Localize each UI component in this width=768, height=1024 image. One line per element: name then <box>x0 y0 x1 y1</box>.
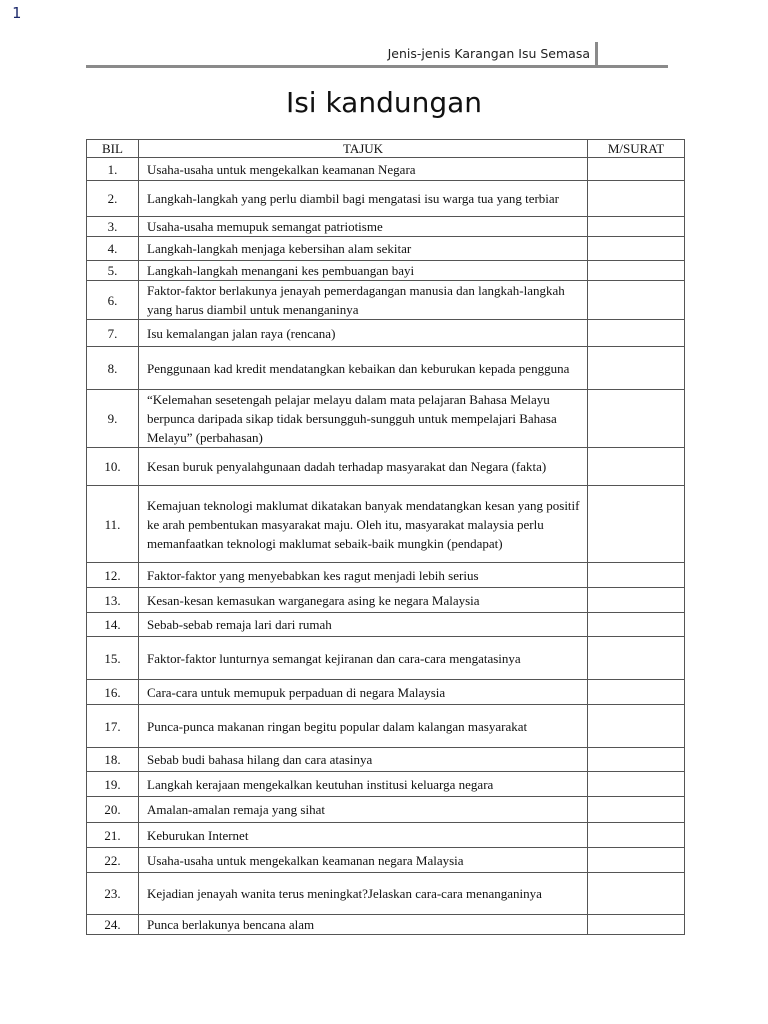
row-title: Punca berlakunya bencana alam <box>139 915 588 935</box>
row-title: Langkah-langkah menjaga kebersihan alam sekitar <box>139 237 588 261</box>
table-row <box>87 848 685 873</box>
row-number: 13. <box>87 588 139 613</box>
table-row <box>87 237 685 261</box>
row-number: 12. <box>87 563 139 588</box>
row-title: Amalan-amalan remaja yang sihat <box>139 797 588 823</box>
header-vertical-rule <box>595 42 598 66</box>
column-header-tajuk: TAJUK <box>139 140 588 158</box>
row-page-number <box>588 158 685 181</box>
column-header-bil: BIL <box>87 140 139 158</box>
row-number: 20. <box>87 797 139 823</box>
table-row <box>87 613 685 637</box>
row-number: 23. <box>87 873 139 915</box>
table-row <box>87 347 685 390</box>
table-header-row <box>87 140 685 158</box>
row-page-number <box>588 320 685 347</box>
row-title: Cara-cara untuk memupuk perpaduan di negara Malaysia <box>139 680 588 705</box>
row-number: 19. <box>87 772 139 797</box>
running-header-title: Jenis-jenis Karangan Isu Semasa <box>387 46 590 61</box>
row-page-number <box>588 680 685 705</box>
table-body <box>87 158 685 935</box>
row-page-number <box>588 281 685 320</box>
table-row <box>87 680 685 705</box>
row-number: 14. <box>87 613 139 637</box>
row-page-number <box>588 563 685 588</box>
row-page-number <box>588 772 685 797</box>
row-number: 21. <box>87 823 139 848</box>
row-page-number <box>588 748 685 772</box>
row-page-number <box>588 261 685 281</box>
row-title: Faktor-faktor berlakunya jenayah pemerdagangan manusia dan langkah-langkah yang harus diambil untuk menanganinya <box>139 281 588 320</box>
row-number: 18. <box>87 748 139 772</box>
row-page-number <box>588 181 685 217</box>
row-number: 5. <box>87 261 139 281</box>
row-number: 1. <box>87 158 139 181</box>
row-title: Kesan buruk penyalahgunaan dadah terhadap masyarakat dan Negara (fakta) <box>139 448 588 486</box>
row-number: 15. <box>87 637 139 680</box>
document-title: Isi kandungan <box>285 86 483 119</box>
row-number: 16. <box>87 680 139 705</box>
table-row <box>87 563 685 588</box>
row-page-number <box>588 705 685 748</box>
table-row <box>87 797 685 823</box>
row-title: Sebab budi bahasa hilang dan cara atasinya <box>139 748 588 772</box>
row-page-number <box>588 637 685 680</box>
row-number: 9. <box>87 390 139 448</box>
row-title: Penggunaan kad kredit mendatangkan kebaikan dan keburukan kepada pengguna <box>139 347 588 390</box>
table-row <box>87 217 685 237</box>
table-row <box>87 158 685 181</box>
row-title: Isu kemalangan jalan raya (rencana) <box>139 320 588 347</box>
table-row <box>87 320 685 347</box>
row-number: 4. <box>87 237 139 261</box>
row-page-number <box>588 390 685 448</box>
row-title: Langkah-langkah menangani kes pembuangan bayi <box>139 261 588 281</box>
table-row <box>87 261 685 281</box>
row-page-number <box>588 588 685 613</box>
table-of-contents <box>86 139 685 935</box>
row-page-number <box>588 486 685 563</box>
table-row <box>87 486 685 563</box>
table-row <box>87 823 685 848</box>
table-row <box>87 390 685 448</box>
row-title: Langkah-langkah yang perlu diambil bagi mengatasi isu warga tua yang terbiar <box>139 181 588 217</box>
row-title: Faktor-faktor lunturnya semangat kejiranan dan cara-cara mengatasinya <box>139 637 588 680</box>
table-row <box>87 705 685 748</box>
row-page-number <box>588 217 685 237</box>
row-page-number <box>588 797 685 823</box>
table-row <box>87 588 685 613</box>
row-number: 10. <box>87 448 139 486</box>
row-page-number <box>588 347 685 390</box>
row-number: 6. <box>87 281 139 320</box>
header-horizontal-rule <box>86 65 668 68</box>
row-number: 11. <box>87 486 139 563</box>
table-row <box>87 772 685 797</box>
page-number: 1 <box>12 4 22 22</box>
table-row <box>87 637 685 680</box>
row-number: 7. <box>87 320 139 347</box>
running-header <box>86 42 668 68</box>
row-number: 3. <box>87 217 139 237</box>
row-number: 17. <box>87 705 139 748</box>
row-page-number <box>588 915 685 935</box>
row-page-number <box>588 613 685 637</box>
row-page-number <box>588 823 685 848</box>
row-number: 2. <box>87 181 139 217</box>
row-title: Faktor-faktor yang menyebabkan kes ragut menjadi lebih serius <box>139 563 588 588</box>
row-title: Sebab-sebab remaja lari dari rumah <box>139 613 588 637</box>
row-page-number <box>588 873 685 915</box>
table-row <box>87 281 685 320</box>
table-row <box>87 448 685 486</box>
row-title: Kemajuan teknologi maklumat dikatakan banyak mendatangkan kesan yang positif ke arah pembentukan masyarakat maju. Oleh itu, masyarakat malaysia perlu memanfaatkan teknologi maklumat sebaik-baik mungkin (pendapat) <box>139 486 588 563</box>
row-title: Punca-punca makanan ringan begitu popular dalam kalangan masyarakat <box>139 705 588 748</box>
row-number: 22. <box>87 848 139 873</box>
table-row <box>87 181 685 217</box>
table-row <box>87 748 685 772</box>
row-title: “Kelemahan sesetengah pelajar melayu dalam mata pelajaran Bahasa Melayu berpunca daripada sikap tidak bersungguh-sungguh untuk mempelajari Bahasa Melayu” (perbahasan) <box>139 390 588 448</box>
column-header-msurat: M/SURAT <box>588 140 685 158</box>
row-page-number <box>588 848 685 873</box>
row-title: Kesan-kesan kemasukan warganegara asing ke negara Malaysia <box>139 588 588 613</box>
row-title: Usaha-usaha memupuk semangat patriotisme <box>139 217 588 237</box>
row-title: Langkah kerajaan mengekalkan keutuhan institusi keluarga negara <box>139 772 588 797</box>
row-number: 8. <box>87 347 139 390</box>
row-title: Usaha-usaha untuk mengekalkan keamanan Negara <box>139 158 588 181</box>
row-title: Kejadian jenayah wanita terus meningkat?Jelaskan cara-cara menanganinya <box>139 873 588 915</box>
row-number: 24. <box>87 915 139 935</box>
row-title: Keburukan Internet <box>139 823 588 848</box>
table-row <box>87 873 685 915</box>
table-row <box>87 915 685 935</box>
row-page-number <box>588 448 685 486</box>
row-page-number <box>588 237 685 261</box>
row-title: Usaha-usaha untuk mengekalkan keamanan negara Malaysia <box>139 848 588 873</box>
